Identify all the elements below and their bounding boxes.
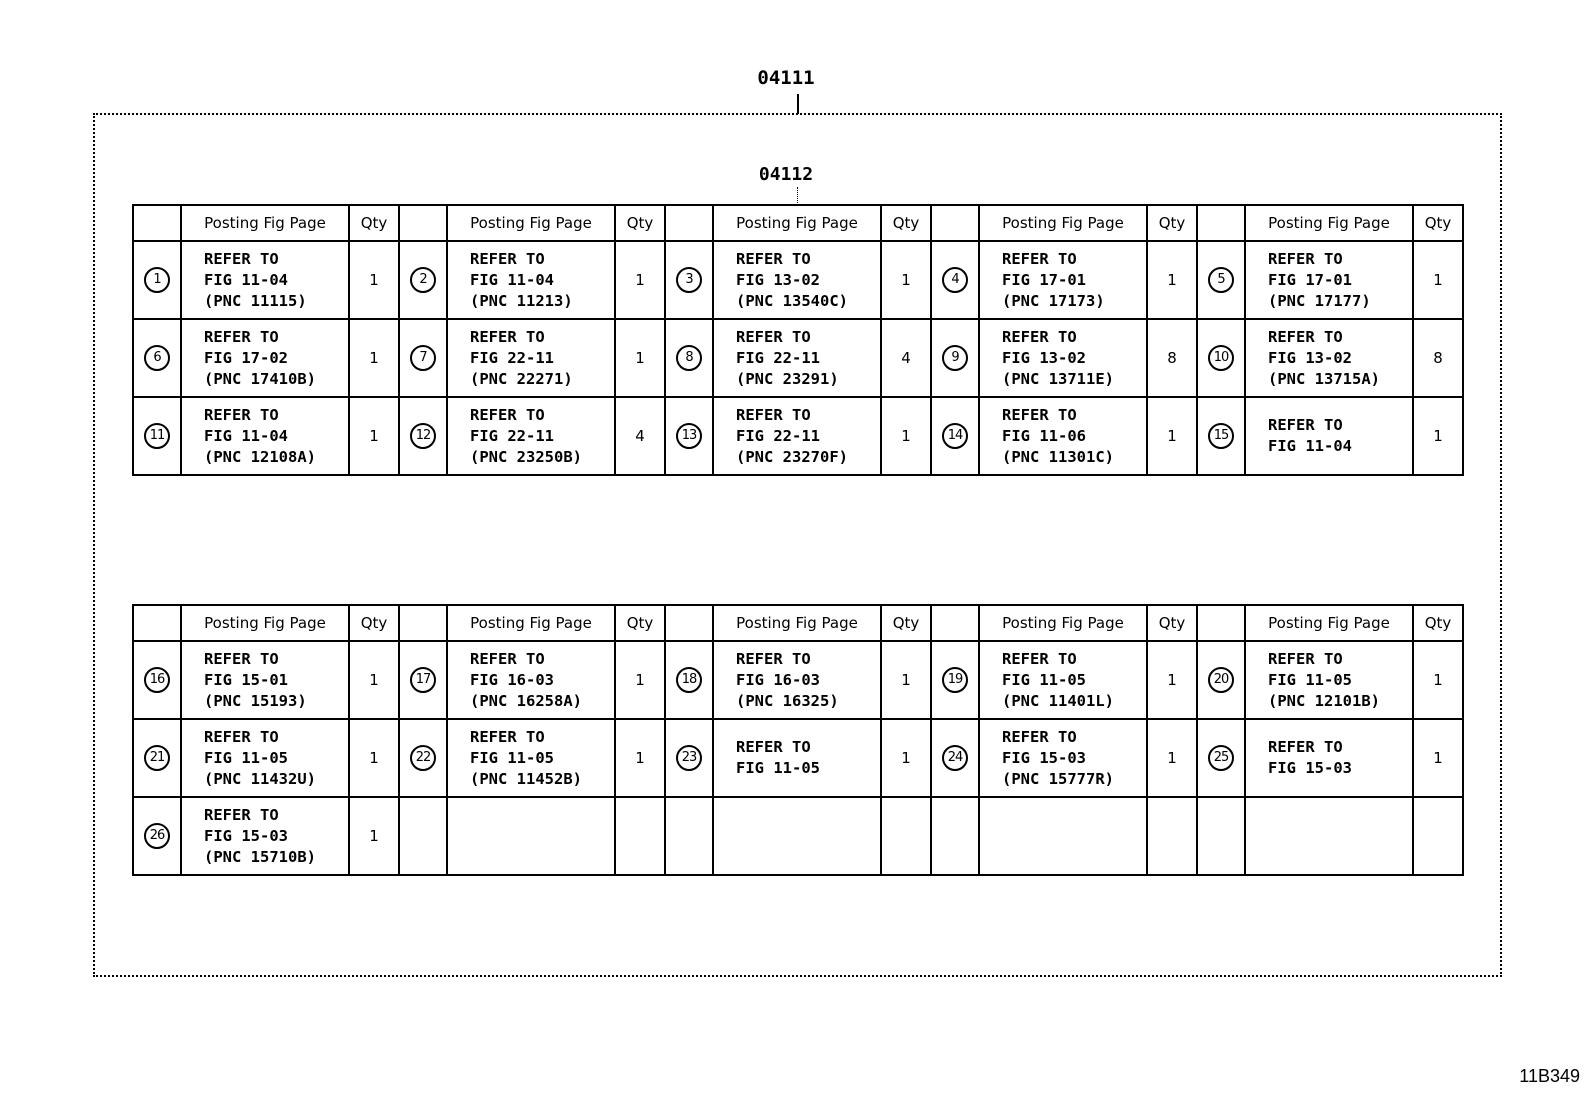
reference-pnc-text: (PNC 23250B) [470, 447, 582, 466]
reference-cell [181, 319, 349, 397]
reference-ref-text: REFER TO [1268, 649, 1343, 668]
reference-cell [713, 397, 881, 475]
reference-pnc-text: (PNC 13715A) [1268, 369, 1380, 388]
empty-cell [713, 797, 881, 875]
header-blank-cell [1197, 205, 1245, 241]
table-row [133, 797, 1463, 875]
qty-cell: 1 [615, 641, 665, 719]
reference-fig-text: FIG 11-04 [1268, 437, 1352, 455]
header-posting-fig-page: Posting Fig Page [1245, 205, 1413, 241]
item-number-cell [665, 719, 713, 797]
empty-cell [1245, 797, 1413, 875]
item-number-callout: 24 [942, 745, 968, 771]
reference-fig-text: FIG 16-03 [736, 670, 820, 689]
header-qty: Qty [349, 605, 399, 641]
header-posting-fig-page: Posting Fig Page [447, 605, 615, 641]
item-number-cell [1197, 397, 1245, 475]
header-qty: Qty [881, 205, 931, 241]
reference-cell [181, 797, 349, 875]
header-qty: Qty [1413, 205, 1463, 241]
item-number-cell [665, 241, 713, 319]
qty-cell: 1 [1147, 241, 1197, 319]
item-number-cell [399, 641, 447, 719]
qty-cell: 1 [1413, 241, 1463, 319]
table-row [133, 241, 1463, 319]
reference-ref-text: REFER TO [470, 727, 545, 746]
qty-cell: 1 [1413, 719, 1463, 797]
reference-ref-text: REFER TO [736, 249, 811, 268]
item-number-callout: 13 [676, 423, 702, 449]
reference-fig-text: FIG 13-02 [1268, 348, 1352, 367]
item-number-cell [665, 641, 713, 719]
reference-cell [979, 241, 1147, 319]
reference-ref-text: REFER TO [204, 249, 279, 268]
main-group-label: 04111 [757, 67, 815, 89]
header-blank-cell [133, 205, 181, 241]
item-number-callout: 14 [942, 423, 968, 449]
reference-fig-text: FIG 11-06 [1002, 426, 1086, 445]
reference-pnc-text: (PNC 16258A) [470, 691, 582, 710]
item-number-callout: 18 [676, 667, 702, 693]
header-blank-cell [665, 205, 713, 241]
item-number-cell [931, 719, 979, 797]
item-number-cell [399, 719, 447, 797]
reference-ref-text: REFER TO [1268, 416, 1343, 434]
reference-pnc-text: (PNC 11213) [470, 291, 573, 310]
reference-pnc-text: (PNC 16325) [736, 691, 839, 710]
reference-pnc-text: (PNC 15193) [204, 691, 307, 710]
qty-cell: 1 [349, 397, 399, 475]
qty-cell: 4 [881, 319, 931, 397]
item-number-callout: 3 [676, 267, 702, 293]
reference-cell [447, 719, 615, 797]
item-number-callout: 25 [1208, 745, 1234, 771]
reference-pnc-text: (PNC 17410B) [204, 369, 316, 388]
item-number-callout: 20 [1208, 667, 1234, 693]
reference-cell [979, 319, 1147, 397]
item-number-callout: 23 [676, 745, 702, 771]
header-posting-fig-page: Posting Fig Page [1245, 605, 1413, 641]
reference-cell [447, 397, 615, 475]
reference-ref-text: REFER TO [1002, 249, 1077, 268]
header-qty: Qty [615, 605, 665, 641]
reference-pnc-text: (PNC 13540C) [736, 291, 848, 310]
qty-cell: 1 [349, 241, 399, 319]
qty-cell: 1 [349, 641, 399, 719]
reference-fig-text: FIG 11-05 [1002, 670, 1086, 689]
table-row [133, 719, 1463, 797]
header-qty: Qty [1147, 605, 1197, 641]
reference-pnc-text: (PNC 11452B) [470, 769, 582, 788]
qty-cell: 1 [615, 319, 665, 397]
qty-cell: 1 [881, 397, 931, 475]
item-number-callout: 8 [676, 345, 702, 371]
header-posting-fig-page: Posting Fig Page [713, 605, 881, 641]
empty-cell [1147, 797, 1197, 875]
reference-ref-text: REFER TO [470, 249, 545, 268]
item-number-cell [133, 719, 181, 797]
reference-fig-text: FIG 22-11 [736, 426, 820, 445]
empty-cell [931, 797, 979, 875]
reference-ref-text: REFER TO [736, 738, 811, 756]
header-qty: Qty [881, 605, 931, 641]
item-number-callout: 5 [1208, 267, 1234, 293]
reference-pnc-text: (PNC 11432U) [204, 769, 316, 788]
header-row [133, 205, 1463, 241]
reference-cell [713, 241, 881, 319]
reference-ref-text: REFER TO [1002, 649, 1077, 668]
qty-cell: 1 [349, 719, 399, 797]
reference-cell [1245, 719, 1413, 797]
reference-ref-text: REFER TO [470, 405, 545, 424]
item-number-callout: 4 [942, 267, 968, 293]
reference-ref-text: REFER TO [204, 727, 279, 746]
reference-ref-text: REFER TO [736, 327, 811, 346]
item-number-callout: 26 [144, 823, 170, 849]
reference-cell [1245, 319, 1413, 397]
empty-cell [1413, 797, 1463, 875]
empty-cell [1197, 797, 1245, 875]
header-blank-cell [665, 605, 713, 641]
qty-cell: 1 [881, 641, 931, 719]
item-number-cell [399, 241, 447, 319]
reference-fig-text: FIG 22-11 [470, 426, 554, 445]
qty-cell: 1 [1147, 719, 1197, 797]
reference-ref-text: REFER TO [470, 327, 545, 346]
reference-pnc-text: (PNC 17177) [1268, 291, 1371, 310]
reference-ref-text: REFER TO [1002, 405, 1077, 424]
reference-cell [713, 641, 881, 719]
qty-cell: 8 [1413, 319, 1463, 397]
reference-fig-text: FIG 13-02 [736, 270, 820, 289]
reference-pnc-text: (PNC 15710B) [204, 847, 316, 866]
reference-pnc-text: (PNC 23291) [736, 369, 839, 388]
reference-fig-text: FIG 11-05 [1268, 670, 1352, 689]
header-blank-cell [1197, 605, 1245, 641]
header-blank-cell [399, 205, 447, 241]
header-blank-cell [133, 605, 181, 641]
item-number-cell [665, 319, 713, 397]
reference-ref-text: REFER TO [736, 649, 811, 668]
header-qty: Qty [349, 205, 399, 241]
reference-cell [979, 641, 1147, 719]
item-number-callout: 22 [410, 745, 436, 771]
reference-fig-text: FIG 11-05 [204, 748, 288, 767]
main-group-leader-line [797, 94, 799, 114]
item-number-callout: 16 [144, 667, 170, 693]
reference-fig-text: FIG 11-04 [470, 270, 554, 289]
reference-ref-text: REFER TO [204, 649, 279, 668]
reference-cell [181, 641, 349, 719]
header-posting-fig-page: Posting Fig Page [181, 205, 349, 241]
empty-cell [399, 797, 447, 875]
item-number-cell [931, 319, 979, 397]
item-number-callout: 1 [144, 267, 170, 293]
reference-fig-text: FIG 17-01 [1268, 270, 1352, 289]
header-posting-fig-page: Posting Fig Page [181, 605, 349, 641]
header-qty: Qty [1147, 205, 1197, 241]
reference-cell [979, 397, 1147, 475]
header-posting-fig-page: Posting Fig Page [447, 205, 615, 241]
item-number-callout: 9 [942, 345, 968, 371]
reference-fig-text: FIG 13-02 [1002, 348, 1086, 367]
header-qty: Qty [1413, 605, 1463, 641]
qty-cell: 1 [1413, 641, 1463, 719]
item-number-cell [1197, 641, 1245, 719]
qty-cell: 1 [1413, 397, 1463, 475]
empty-cell [665, 797, 713, 875]
reference-cell [1245, 241, 1413, 319]
reference-fig-text: FIG 16-03 [470, 670, 554, 689]
item-number-callout: 15 [1208, 423, 1234, 449]
reference-cell [447, 641, 615, 719]
qty-cell: 1 [615, 719, 665, 797]
item-number-cell [133, 241, 181, 319]
item-number-callout: 12 [410, 423, 436, 449]
item-number-callout: 21 [144, 745, 170, 771]
reference-fig-text: FIG 17-02 [204, 348, 288, 367]
reference-pnc-text: (PNC 11115) [204, 291, 307, 310]
header-posting-fig-page: Posting Fig Page [979, 605, 1147, 641]
item-number-cell [931, 241, 979, 319]
reference-pnc-text: (PNC 12101B) [1268, 691, 1380, 710]
sub-group-label: 04112 [758, 164, 814, 185]
reference-pnc-text: (PNC 11401L) [1002, 691, 1114, 710]
reference-ref-text: REFER TO [1268, 249, 1343, 268]
item-number-cell [1197, 719, 1245, 797]
reference-pnc-text: (PNC 17173) [1002, 291, 1105, 310]
table-row [133, 319, 1463, 397]
reference-fig-text: FIG 17-01 [1002, 270, 1086, 289]
reference-cell [713, 719, 881, 797]
reference-ref-text: REFER TO [204, 805, 279, 824]
reference-fig-text: FIG 15-03 [204, 826, 288, 845]
reference-fig-text: FIG 22-11 [736, 348, 820, 367]
qty-cell: 1 [881, 719, 931, 797]
header-qty: Qty [615, 205, 665, 241]
reference-cell [979, 719, 1147, 797]
item-number-callout: 19 [942, 667, 968, 693]
item-number-cell [931, 641, 979, 719]
reference-pnc-text: (PNC 15777R) [1002, 769, 1114, 788]
reference-cell [447, 241, 615, 319]
reference-cell [1245, 397, 1413, 475]
item-number-cell [133, 797, 181, 875]
item-number-callout: 17 [410, 667, 436, 693]
qty-cell: 1 [1147, 641, 1197, 719]
reference-cell [181, 719, 349, 797]
header-blank-cell [931, 205, 979, 241]
item-number-callout: 6 [144, 345, 170, 371]
reference-ref-text: REFER TO [1002, 727, 1077, 746]
reference-ref-text: REFER TO [1002, 327, 1077, 346]
qty-cell: 1 [615, 241, 665, 319]
reference-pnc-text: (PNC 22271) [470, 369, 573, 388]
qty-cell: 1 [349, 797, 399, 875]
reference-pnc-text: (PNC 11301C) [1002, 447, 1114, 466]
reference-fig-text: FIG 22-11 [470, 348, 554, 367]
reference-ref-text: REFER TO [204, 327, 279, 346]
item-number-cell [133, 319, 181, 397]
empty-cell [447, 797, 615, 875]
parts-table-upper [132, 204, 1464, 476]
item-number-cell [931, 397, 979, 475]
empty-cell [979, 797, 1147, 875]
item-number-cell [133, 397, 181, 475]
reference-pnc-text: (PNC 23270F) [736, 447, 848, 466]
reference-cell [181, 241, 349, 319]
qty-cell: 1 [349, 319, 399, 397]
item-number-cell [1197, 241, 1245, 319]
reference-pnc-text: (PNC 13711E) [1002, 369, 1114, 388]
reference-fig-text: FIG 15-01 [204, 670, 288, 689]
sub-group-leader-line [797, 187, 798, 203]
empty-cell [615, 797, 665, 875]
header-posting-fig-page: Posting Fig Page [979, 205, 1147, 241]
header-blank-cell [399, 605, 447, 641]
qty-cell: 1 [881, 241, 931, 319]
reference-pnc-text: (PNC 12108A) [204, 447, 316, 466]
reference-ref-text: REFER TO [736, 405, 811, 424]
header-blank-cell [931, 605, 979, 641]
item-number-cell [1197, 319, 1245, 397]
reference-fig-text: FIG 11-04 [204, 426, 288, 445]
item-number-callout: 7 [410, 345, 436, 371]
reference-cell [181, 397, 349, 475]
reference-fig-text: FIG 11-04 [204, 270, 288, 289]
parts-table-lower [132, 604, 1464, 876]
header-posting-fig-page: Posting Fig Page [713, 205, 881, 241]
reference-fig-text: FIG 11-05 [736, 759, 820, 777]
table-row [133, 641, 1463, 719]
header-row [133, 605, 1463, 641]
reference-ref-text: REFER TO [1268, 738, 1343, 756]
reference-fig-text: FIG 15-03 [1002, 748, 1086, 767]
reference-fig-text: FIG 15-03 [1268, 759, 1352, 777]
reference-ref-text: REFER TO [204, 405, 279, 424]
figure-code: 11B349 [1519, 1066, 1580, 1086]
item-number-cell [665, 397, 713, 475]
reference-cell [447, 319, 615, 397]
qty-cell: 8 [1147, 319, 1197, 397]
empty-cell [881, 797, 931, 875]
qty-cell: 1 [1147, 397, 1197, 475]
item-number-cell [399, 397, 447, 475]
item-number-cell [399, 319, 447, 397]
item-number-callout: 10 [1208, 345, 1234, 371]
qty-cell: 4 [615, 397, 665, 475]
reference-cell [1245, 641, 1413, 719]
reference-fig-text: FIG 11-05 [470, 748, 554, 767]
reference-cell [713, 319, 881, 397]
reference-ref-text: REFER TO [470, 649, 545, 668]
item-number-callout: 2 [410, 267, 436, 293]
table-row [133, 397, 1463, 475]
item-number-cell [133, 641, 181, 719]
reference-ref-text: REFER TO [1268, 327, 1343, 346]
item-number-callout: 11 [144, 423, 170, 449]
